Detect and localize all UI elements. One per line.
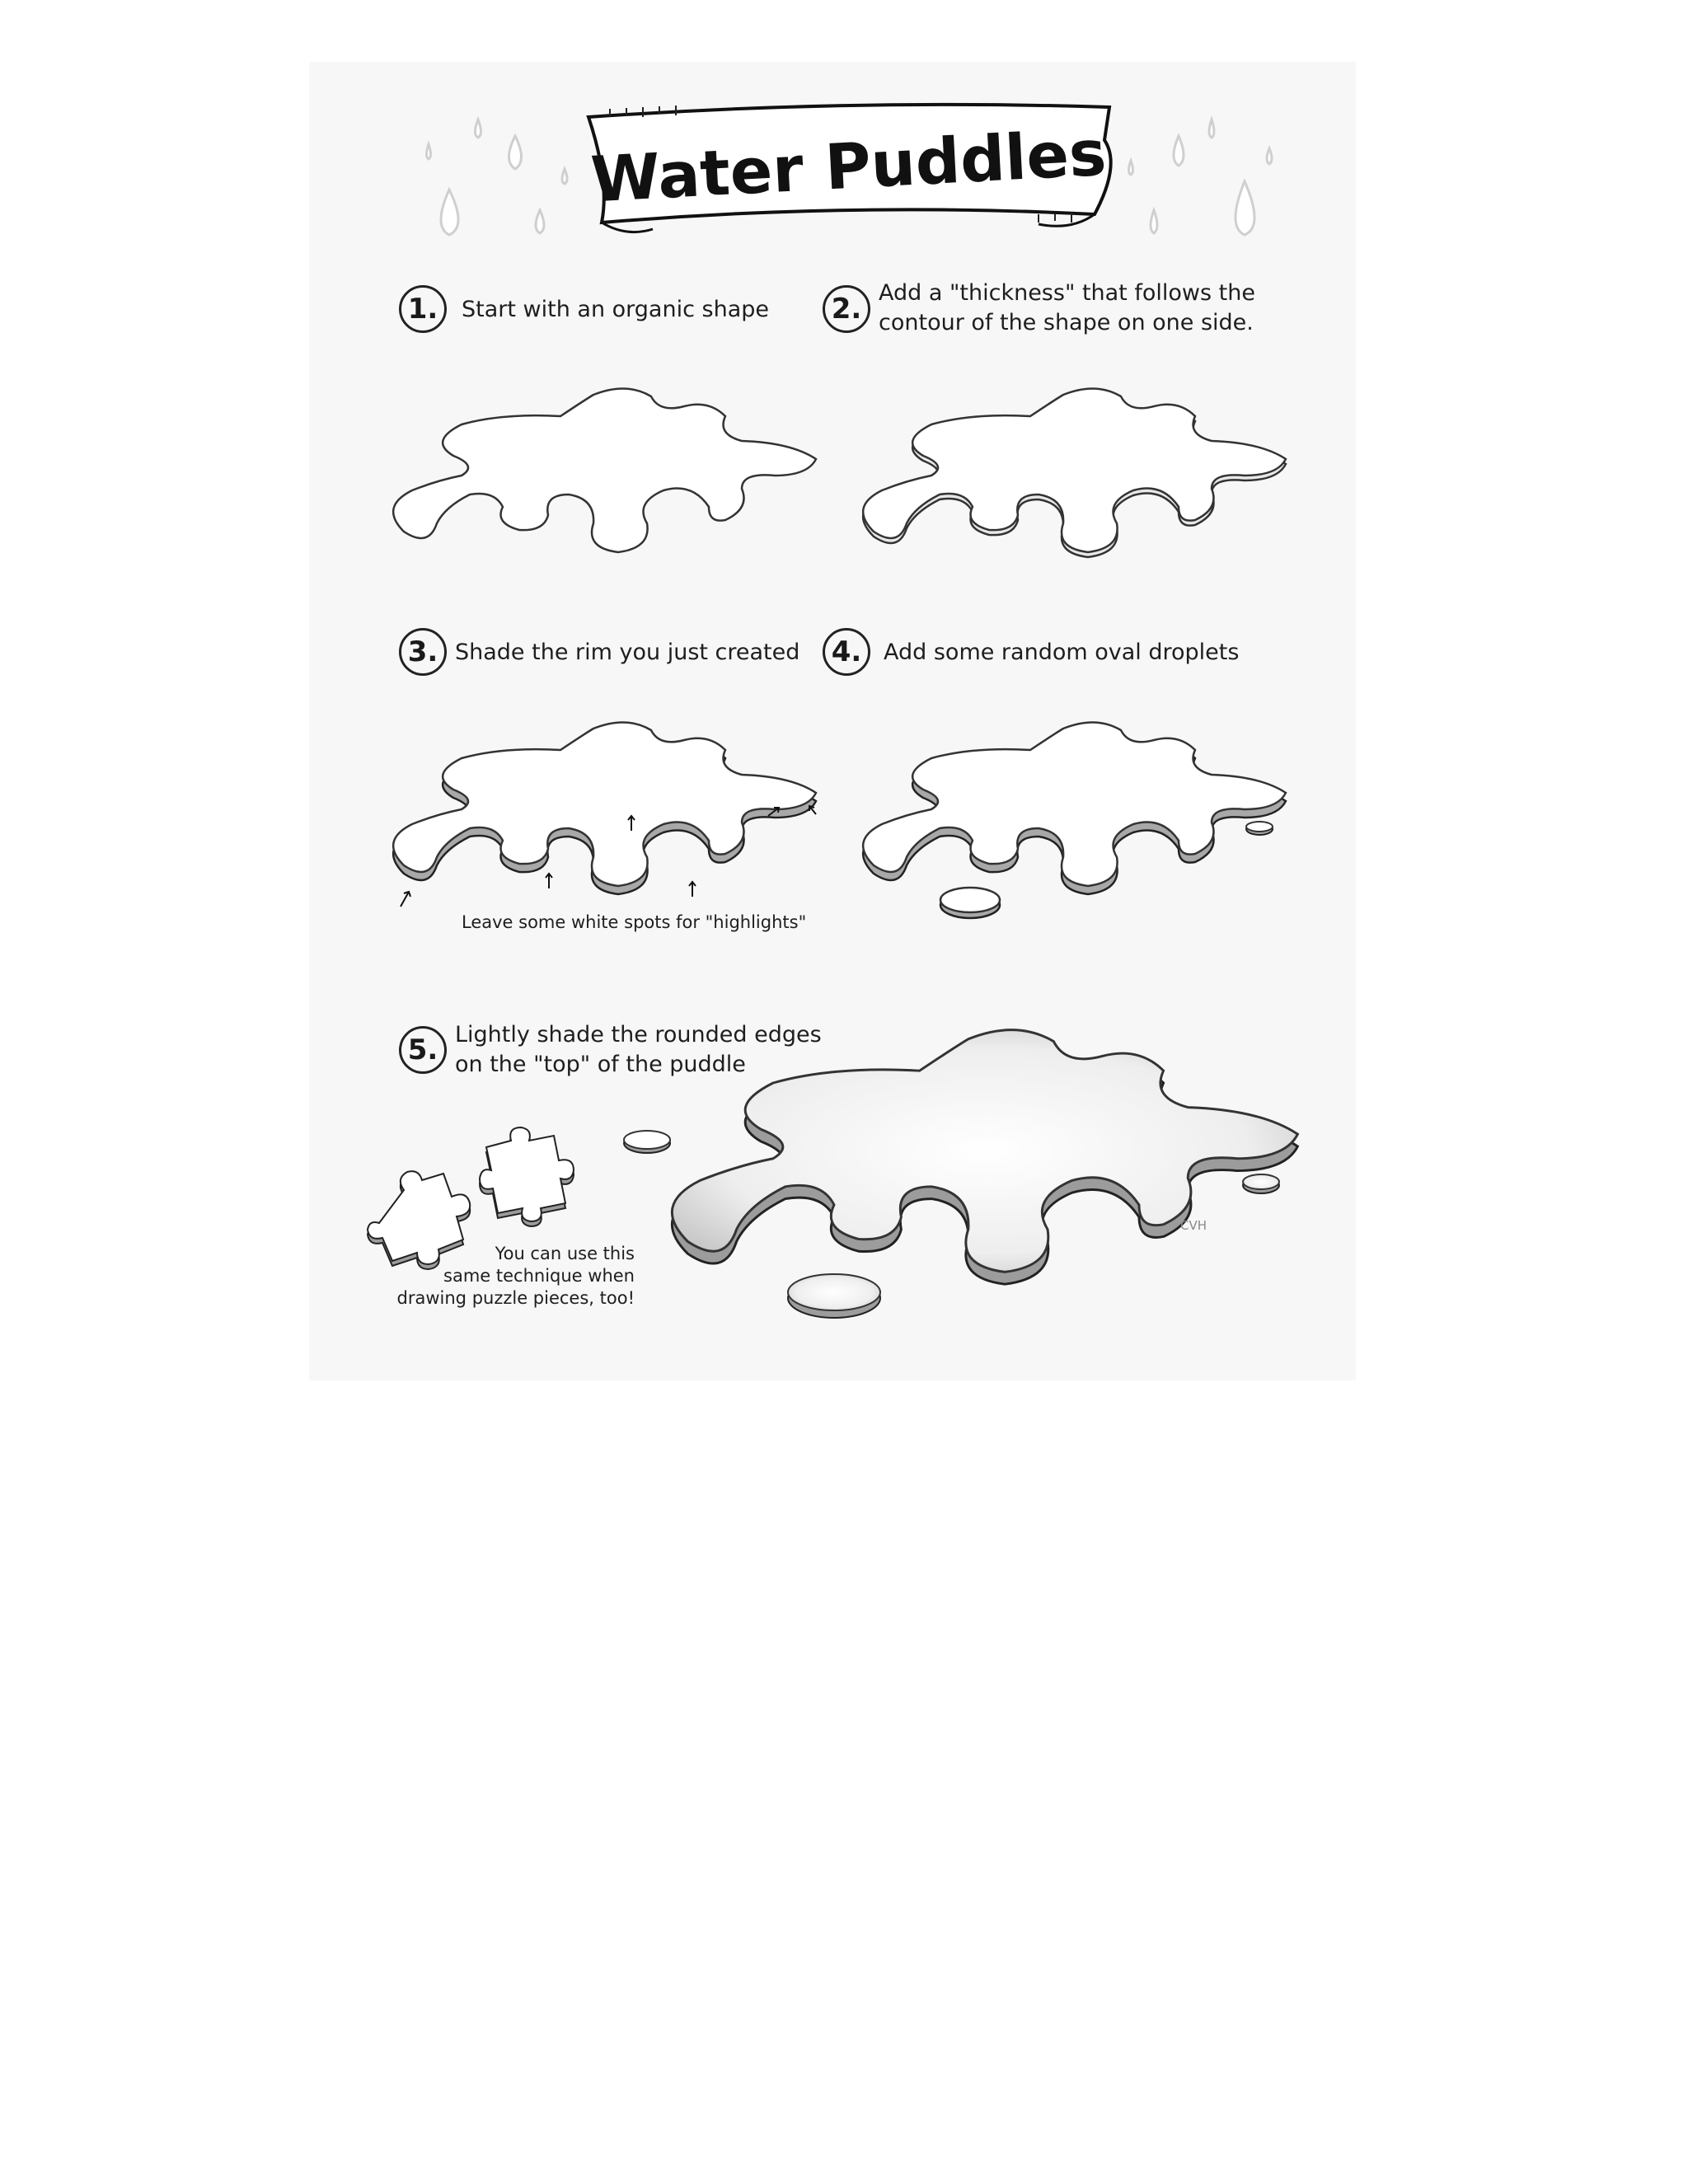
puddle-final-5	[643, 1022, 1319, 1335]
step-5-number: 5.	[399, 1026, 447, 1074]
puzzle-note: You can use this same technique when drawing puzzle pieces, too!	[396, 1244, 635, 1308]
step-4-text: Add some random oval droplets	[884, 640, 1240, 665]
step-4-number: 4.	[823, 628, 870, 676]
step-5-text: Lightly shade the rounded edges on the "top" of the puddle	[455, 1022, 822, 1077]
raindrop-icon	[416, 111, 581, 260]
step-3-text: Shade the rim you just created	[455, 640, 800, 665]
artist-initials: CVH	[1180, 1218, 1207, 1233]
puddle-thickness-2	[849, 383, 1294, 573]
step-2-number: 2.	[823, 285, 870, 333]
step-3-number: 3.	[399, 628, 447, 676]
puddle-with-droplets-4	[849, 717, 1294, 923]
highlight-note: Leave some white spots for "highlights"	[462, 912, 807, 932]
step-1-text: Start with an organic shape	[462, 297, 769, 322]
page-title: Water Puddles	[588, 115, 1109, 217]
banner-icon	[577, 91, 1121, 239]
step-2-text: Add a "thickness" that follows the contour of the shape on one side.	[879, 280, 1255, 335]
arrow-icon	[387, 791, 832, 915]
puddle-outline-1	[379, 383, 824, 565]
step-1-number: 1.	[399, 285, 447, 333]
raindrop-icon	[1121, 111, 1286, 260]
droplet-small	[618, 1125, 676, 1158]
